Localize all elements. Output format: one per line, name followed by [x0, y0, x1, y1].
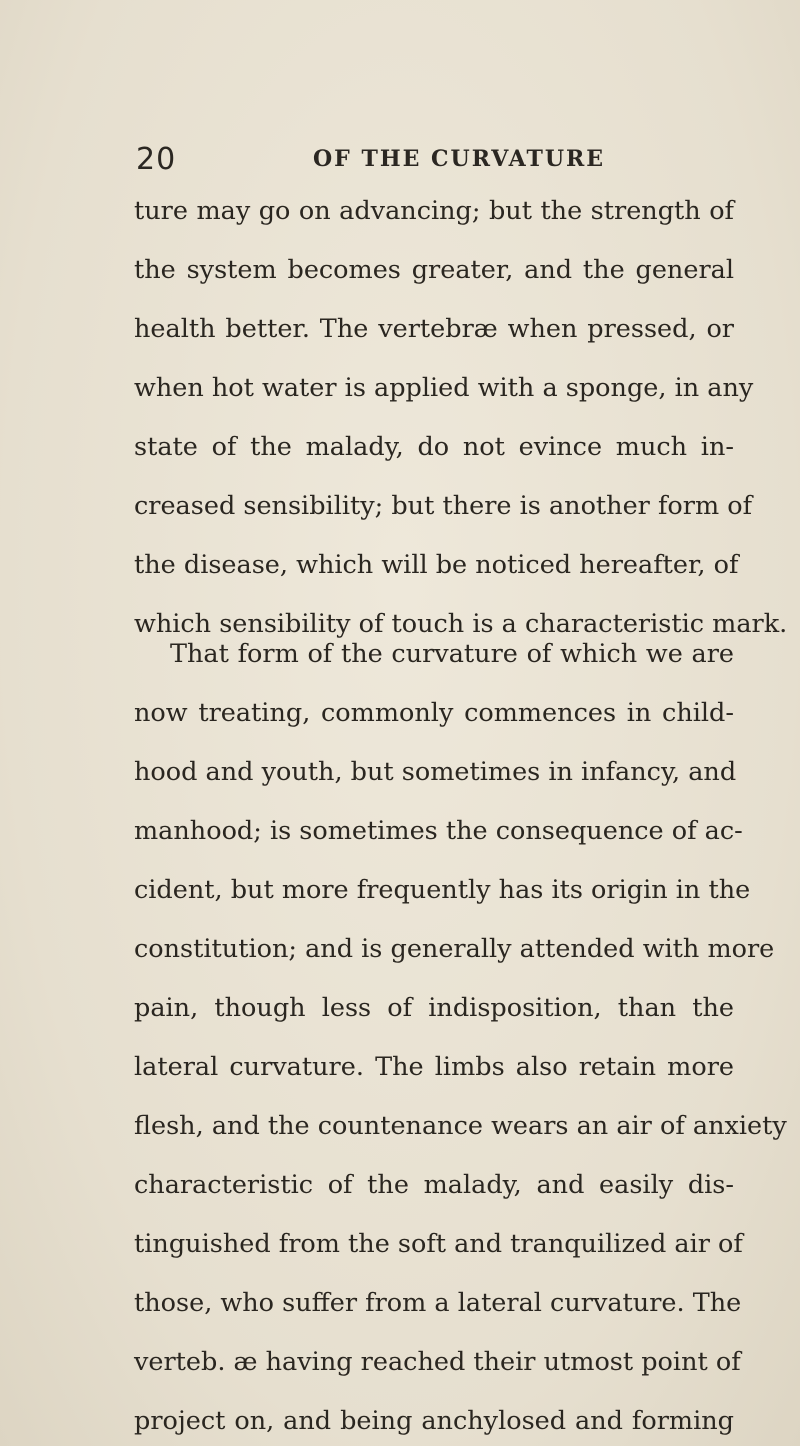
text-line: tinguished from the soft and tranquilized air of	[134, 1229, 743, 1259]
text-line: constitution; and is generally attended with more	[134, 934, 775, 964]
running-head	[136, 142, 736, 182]
text-line: pain, though less of indisposition, than the	[134, 993, 734, 1023]
paragraph-2	[134, 625, 787, 1446]
text-line: lateral curvature. The limbs also retain more	[134, 1052, 734, 1082]
text-line: That form of the curvature of which we are	[170, 639, 734, 669]
text-line: the disease, which will be noticed hereafter, of	[134, 550, 739, 580]
text-line: those, who suffer from a lateral curvature. The	[134, 1288, 742, 1318]
text-line: manhood; is sometimes the consequence of ac-	[134, 816, 743, 846]
text-line: now treating, commonly commences in child-	[134, 698, 734, 728]
text-line: state of the malady, do not evince much in-	[134, 432, 734, 462]
text-line: creased sensibility; but there is another form of	[134, 491, 753, 521]
text-line: health better. The vertebræ when pressed, or	[134, 314, 734, 344]
text-line: cident, but more frequently has its origin in the	[134, 875, 751, 905]
running-title: OF THE CURVATURE	[313, 146, 606, 172]
text-line: characteristic of the malady, and easily dis-	[134, 1170, 734, 1200]
text-line: ture may go on advancing; but the strength of	[134, 196, 734, 226]
text-line: flesh, and the countenance wears an air of anxiety	[134, 1111, 787, 1141]
text-line: hood and youth, but sometimes in infancy, and	[134, 757, 737, 787]
text-line: when hot water is applied with a sponge, in any	[134, 373, 754, 403]
text-line: project on, and being anchylosed and forming	[134, 1406, 734, 1436]
paragraph-1	[134, 182, 788, 654]
text-line: verteb. æ having reached their utmost point of	[134, 1347, 741, 1377]
text-line: the system becomes greater, and the general	[134, 255, 734, 285]
text-line: which sensibility of touch is a characteristic mark.	[134, 609, 788, 639]
page-number: 20	[136, 142, 177, 177]
